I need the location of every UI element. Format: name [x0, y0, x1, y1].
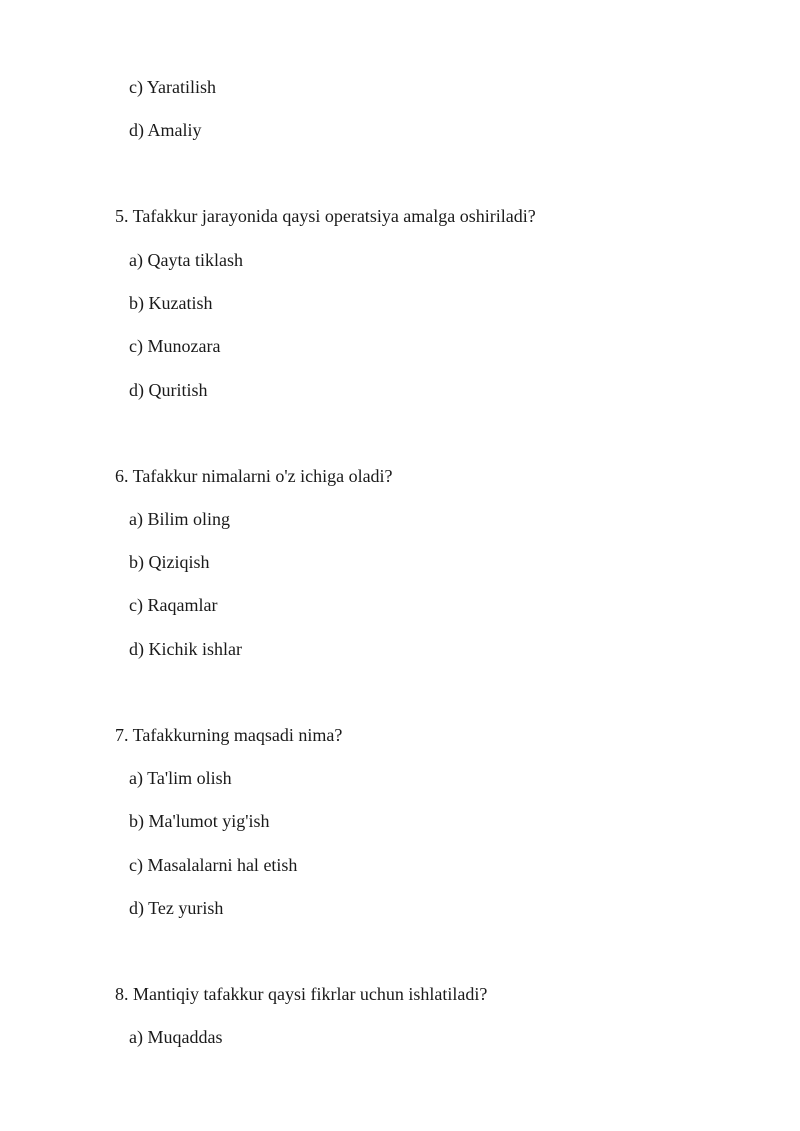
question-6: 6. Tafakkur nimalarni o'z ichiga oladi? — [115, 466, 393, 486]
option-a: a) Muqaddas — [129, 1027, 223, 1047]
option-d: d) Tez yurish — [129, 898, 224, 918]
option-d: d) Quritish — [129, 380, 208, 400]
question-5: 5. Tafakkur jarayonida qaysi operatsiya amalga oshiriladi? — [115, 206, 536, 226]
option-b: b) Qiziqish — [129, 552, 210, 572]
option-c: c) Masalalarni hal etish — [129, 855, 298, 875]
option-c: c) Raqamlar — [129, 595, 218, 615]
option-a: a) Ta'lim olish — [129, 768, 232, 788]
option-b: b) Ma'lumot yig'ish — [129, 811, 270, 831]
option-d: d) Kichik ishlar — [129, 639, 242, 659]
question-8: 8. Mantiqiy tafakkur qaysi fikrlar uchun ishlatiladi? — [115, 984, 488, 1004]
option-c: c) Yaratilish — [129, 77, 216, 97]
option-c: c) Munozara — [129, 336, 221, 356]
option-b: b) Kuzatish — [129, 293, 213, 313]
question-7: 7. Tafakkurning maqsadi nima? — [115, 725, 343, 745]
option-a: a) Bilim oling — [129, 509, 230, 529]
option-a: a) Qayta tiklash — [129, 250, 243, 270]
option-d: d) Amaliy — [129, 120, 202, 140]
